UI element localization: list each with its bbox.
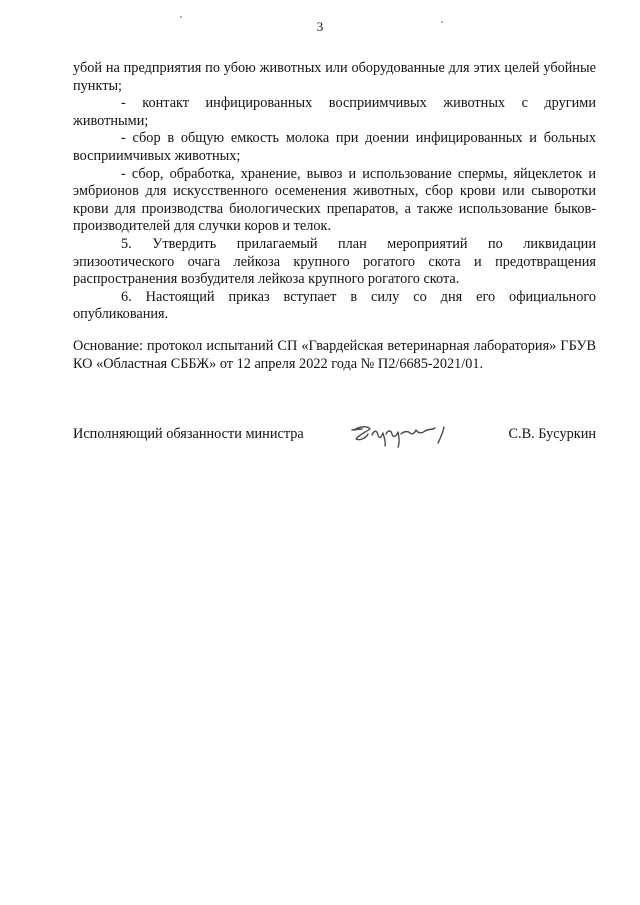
signatory-title: Исполняющий обязанности министра [73,426,304,442]
document-body [73,60,596,324]
paragraph-slaughter: убой на предприятия по убою животных или оборудованные для этих целей убойные пункты; [73,60,596,94]
scan-speck [180,16,182,18]
handwritten-signature [348,420,468,450]
signature-block [73,420,596,450]
paragraph-milk: - сбор в общую емкость молока при доении инфицированных и больных восприимчивых животных; [73,130,596,164]
basis-note: Основание: протокол испытаний СП «Гвардейская ветеринарная лаборатория» ГБУВ КО «Областная СББЖ» от 12 апреля 2022 года № П2/6685-2021/01. [73,338,596,372]
signature-strokes [352,427,444,447]
paragraph-contact: - контакт инфицированных восприимчивых животных с другими животными; [73,95,596,129]
page-number: 3 [316,19,324,34]
paragraph-item-6: 6. Настоящий приказ вступает в силу со дня его официального опубликования. [73,288,596,323]
paragraph-item-5: 5. Утвердить прилагаемый план мероприятий по ликвидации эпизоотического очага лейкоза крупного рогатого скота и предотвращения распространения возбудителя лейкоза крупного рогатого скота. [73,235,596,288]
signatory-name: С.В. Бусуркин [508,426,596,442]
paragraph-sperm-blood: - сбор, обработка, хранение, вывоз и использование спермы, яйцеклеток и эмбрионов для искусственного осеменения животных, сбор крови или сыворотки крови для производства биологических препаратов, а также использование быков-производителей для случки коров и телок. [73,165,596,235]
